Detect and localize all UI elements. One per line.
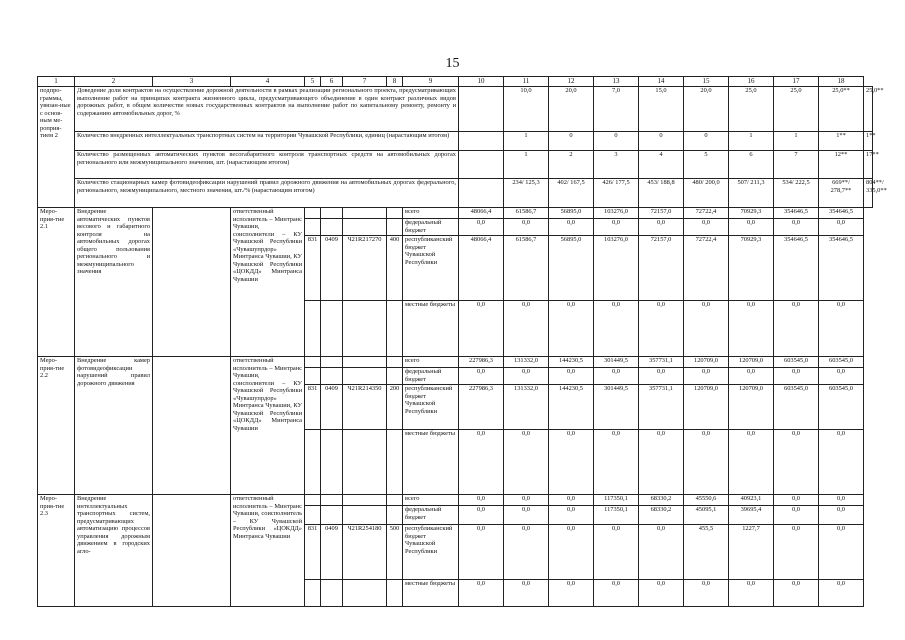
funding-value: 0,0 [774, 368, 819, 385]
indicator-value: 534/ 222,5 [774, 179, 819, 208]
indicator-value: 15,0 [639, 87, 684, 132]
budget-code-empty [387, 506, 403, 525]
measure-name: Внедрение автоматических пунктов весового и габаритного контроля на автомобильных дорогах общего пользования регионального и межмуниципального значения [75, 208, 153, 357]
measure-label: Меро-прия-тие 2.2 [38, 357, 75, 495]
funding-value: 131332,0 [504, 385, 549, 430]
funding-value: 0,0 [684, 301, 729, 357]
indicator-value: 480/ 200,0 [684, 179, 729, 208]
indicator-value: 234/ 125,3 [504, 179, 549, 208]
column-number-header: 1 [38, 77, 75, 87]
indicator-value: 6 [729, 151, 774, 179]
funding-value: 0,0 [594, 580, 639, 607]
funding-value: 45550,6 [684, 495, 729, 506]
indicator-value: 2 [549, 151, 594, 179]
indicator-value: 20,0 [684, 87, 729, 132]
budget-code-empty [321, 580, 343, 607]
funding-value: 70929,3 [729, 208, 774, 219]
funding-value: 0,0 [774, 495, 819, 506]
funding-value: 0,0 [684, 430, 729, 495]
funding-value: 0,0 [639, 525, 684, 580]
budget-code-grbs: 831 [305, 525, 321, 580]
funding-value: 61586,7 [504, 236, 549, 301]
indicator-value: 669**/ 278,7** [819, 179, 864, 208]
budget-code-csr: Ч21R214350 [343, 385, 387, 430]
funding-value: 0,0 [684, 368, 729, 385]
funding-value: 603545,0 [774, 357, 819, 368]
funding-value: 0,0 [549, 506, 594, 525]
indicator-value: 453/ 188,8 [639, 179, 684, 208]
funding-value: 0,0 [549, 430, 594, 495]
column-number-header: 4 [231, 77, 305, 87]
indicator-value: 7,0 [594, 87, 639, 132]
funding-value: 0,0 [459, 219, 504, 236]
indicator-text: Количество стационарных камер фотовидеофиксации нарушений правил дорожного движения на автомобильных дорогах федерального, регионального, межмуниципального, местного значения, шт./% (нарастающим итогом) [75, 179, 459, 208]
indicator-value: 25,0 [774, 87, 819, 132]
indicator-value: 1 [504, 151, 549, 179]
budget-code-empty [387, 208, 403, 219]
funding-value: 0,0 [729, 219, 774, 236]
indicator-value: 4 [639, 151, 684, 179]
column-number-header: 16 [729, 77, 774, 87]
funding-value: 103276,0 [594, 236, 639, 301]
budget-code-empty [387, 357, 403, 368]
measure-executor: ответственный исполнитель – Минтранс Чувашии, соисполнители – КУ Чувашской Республики «Чувашупрдор» Минтранса Чувашии, КУ Чувашской Республики «ЦОКДД» Минтранса Чувашии [231, 208, 305, 357]
funding-value: 56895,0 [549, 208, 594, 219]
funding-value: 0,0 [549, 580, 594, 607]
funding-value: 48066,4 [459, 236, 504, 301]
funding-value: 72722,4 [684, 236, 729, 301]
funding-value: 0,0 [819, 525, 864, 580]
budget-code-empty [305, 580, 321, 607]
funding-value: 354646,5 [819, 236, 864, 301]
funding-value: 0,0 [594, 368, 639, 385]
page-number: 15 [445, 56, 460, 71]
funding-value: 0,0 [819, 506, 864, 525]
budget-code-empty [343, 219, 387, 236]
column-number-header: 10 [459, 77, 504, 87]
funding-value: 56895,0 [549, 236, 594, 301]
indicator-value: 7 [774, 151, 819, 179]
budget-code-vr: 500 [387, 525, 403, 580]
column-number-header: 14 [639, 77, 684, 87]
budget-code-empty [343, 208, 387, 219]
funding-value: 0,0 [774, 301, 819, 357]
column-number-header: 3 [153, 77, 231, 87]
funding-value: 0,0 [594, 525, 639, 580]
funding-value: 0,0 [819, 301, 864, 357]
indicator-text: Доведение доли контрактов на осуществление дорожной деятельности в рамках реализации регионального проекта, предусматривающих выполнение работ на принципах контракта жизненного цикла, предусматривающего объединение в один контракт различных видов дорожных работ, в общем количестве новых государственных контрактов на выполнение работ по капитальному ремонту, ремонту и содержанию автомобильных дорог, % [75, 87, 459, 132]
column-number-header: 15 [684, 77, 729, 87]
measure-executor: ответственный исполнитель – Минтранс Чувашии, соисполнители – КУ Чувашской Республики «Чувашупрдор» Минтранса Чувашии, КУ Чувашской Республики «ЦОКДД» Минтранса Чувашии [231, 357, 305, 495]
indicator-value: 1** [819, 132, 864, 151]
column-number-header: 5 [305, 77, 321, 87]
funding-value: 354646,5 [774, 236, 819, 301]
indicator-value: 0 [639, 132, 684, 151]
funding-value: 0,0 [639, 219, 684, 236]
funding-value: 0,0 [504, 301, 549, 357]
funding-value: 45095,1 [684, 506, 729, 525]
indicator-spacer [459, 151, 504, 179]
funding-source: федеральный бюджет [403, 506, 459, 525]
budget-code-empty [305, 506, 321, 525]
funding-value: 227986,3 [459, 357, 504, 368]
indicator-value: 0 [684, 132, 729, 151]
funding-value: 0,0 [729, 430, 774, 495]
funding-value: 0,0 [549, 525, 594, 580]
measure-col3 [153, 357, 231, 495]
budget-code-empty [387, 430, 403, 495]
budget-code-empty [343, 357, 387, 368]
funding-value: 103276,0 [594, 208, 639, 219]
indicator-value: 10,0 [504, 87, 549, 132]
indicator-value: 426/ 177,5 [594, 179, 639, 208]
funding-value: 0,0 [729, 368, 774, 385]
funding-value: 603545,0 [819, 385, 864, 430]
budget-code-vr: 200 [387, 385, 403, 430]
funding-value: 603545,0 [819, 357, 864, 368]
measure-label: Меро-прия-тие 2.1 [38, 208, 75, 357]
funding-value: 0,0 [639, 430, 684, 495]
funding-source: местные бюджеты [403, 430, 459, 495]
funding-source: местные бюджеты [403, 580, 459, 607]
funding-row [38, 495, 873, 506]
funding-value: 0,0 [819, 219, 864, 236]
indicator-spacer [459, 179, 504, 208]
budget-code-csr: Ч21R217270 [343, 236, 387, 301]
funding-value: 0,0 [774, 506, 819, 525]
indicator-value: 1 [729, 132, 774, 151]
budget-code-empty [321, 208, 343, 219]
budget-code-empty [387, 368, 403, 385]
funding-value: 0,0 [594, 301, 639, 357]
column-number-header: 9 [403, 77, 459, 87]
funding-value: 357731,1 [639, 357, 684, 368]
indicator-spacer [459, 132, 504, 151]
funding-value: 0,0 [639, 368, 684, 385]
column-number-header: 11 [504, 77, 549, 87]
column-number-header: 7 [343, 77, 387, 87]
funding-row [38, 208, 873, 219]
budget-code-empty [387, 219, 403, 236]
budget-code-empty [321, 430, 343, 495]
funding-source: всего [403, 495, 459, 506]
funding-value: 0,0 [459, 368, 504, 385]
funding-value: 0,0 [819, 430, 864, 495]
indicator-value: 1 [774, 132, 819, 151]
funding-source: республиканский бюджет Чувашской Республики [403, 385, 459, 430]
funding-value: 72722,4 [684, 208, 729, 219]
funding-value: 0,0 [504, 580, 549, 607]
funding-value: 0,0 [549, 368, 594, 385]
budget-code-empty [305, 495, 321, 506]
indicator-group-label: подпро-граммы, увязан-ные с основ-ным ме-роприя-тием 2 [38, 87, 75, 208]
program-table [37, 76, 887, 607]
budget-code-grbs: 831 [305, 236, 321, 301]
funding-value: 301449,5 [594, 385, 639, 430]
funding-source: федеральный бюджет [403, 368, 459, 385]
funding-value: 0,0 [504, 525, 549, 580]
funding-value: 0,0 [774, 580, 819, 607]
budget-code-empty [387, 301, 403, 357]
funding-row [38, 357, 873, 368]
budget-code-empty [321, 301, 343, 357]
funding-value: 48066,4 [459, 208, 504, 219]
funding-value: 354646,5 [819, 208, 864, 219]
budget-code-empty [321, 495, 343, 506]
funding-value: 131332,0 [504, 357, 549, 368]
budget-code-empty [343, 495, 387, 506]
indicator-row [38, 179, 873, 208]
indicator-value: 12** [819, 151, 864, 179]
funding-source: всего [403, 208, 459, 219]
column-number-header: 13 [594, 77, 639, 87]
funding-value: 0,0 [684, 219, 729, 236]
budget-code-empty [305, 219, 321, 236]
funding-value: 0,0 [729, 301, 774, 357]
column-number-header: 12 [549, 77, 594, 87]
funding-source: местные бюджеты [403, 301, 459, 357]
funding-value: 0,0 [459, 506, 504, 525]
budget-code-empty [305, 368, 321, 385]
budget-code-empty [305, 301, 321, 357]
funding-value: 0,0 [459, 301, 504, 357]
budget-code-empty [387, 580, 403, 607]
funding-value: 0,0 [819, 580, 864, 607]
budget-code-grbs: 831 [305, 385, 321, 430]
indicator-text: Количество внедренных интеллектуальных транспортных систем на территории Чувашской Республики, единиц (нарастающим итогом) [75, 132, 459, 151]
funding-value: 0,0 [594, 430, 639, 495]
funding-value: 72157,0 [639, 208, 684, 219]
budget-code-empty [305, 357, 321, 368]
budget-code-csr: Ч21R254180 [343, 525, 387, 580]
indicator-row [38, 87, 873, 132]
funding-value: 0,0 [459, 430, 504, 495]
funding-value: 0,0 [774, 430, 819, 495]
indicator-value: 25,0** [819, 87, 864, 132]
funding-value: 603545,0 [774, 385, 819, 430]
funding-value: 301449,5 [594, 357, 639, 368]
indicator-row [38, 151, 873, 179]
funding-value: 0,0 [729, 580, 774, 607]
measure-name: Внедрение интеллектуальных транспортных систем, предусматривающих автоматизацию процессов управления дорожным движением в городских агло- [75, 495, 153, 607]
indicator-value: 25,0** [864, 87, 873, 132]
column-number-header: 18 [819, 77, 864, 87]
budget-code-empty [321, 506, 343, 525]
indicator-value: 507/ 211,3 [729, 179, 774, 208]
funding-value: 120709,0 [684, 357, 729, 368]
funding-value: 0,0 [549, 219, 594, 236]
column-number-row [38, 77, 873, 87]
funding-value: 117350,1 [594, 495, 639, 506]
indicator-value: 5 [684, 151, 729, 179]
column-number-header: 8 [387, 77, 403, 87]
budget-code-empty [321, 368, 343, 385]
measure-col3 [153, 495, 231, 607]
funding-value: 61586,7 [504, 208, 549, 219]
indicator-value: 402/ 167,5 [549, 179, 594, 208]
budget-code-vr: 400 [387, 236, 403, 301]
funding-value: 68330,2 [639, 495, 684, 506]
indicator-value: 17** [864, 151, 873, 179]
indicator-value: 1** [864, 132, 873, 151]
funding-value: 0,0 [819, 495, 864, 506]
funding-value: 120709,0 [729, 357, 774, 368]
funding-value: 0,0 [459, 525, 504, 580]
funding-source: республиканский бюджет Чувашской Республики [403, 525, 459, 580]
funding-value: 0,0 [549, 301, 594, 357]
indicator-value: 804**/ 335,0** [864, 179, 873, 208]
indicator-value: 20,0 [549, 87, 594, 132]
budget-code-empty [343, 580, 387, 607]
funding-source: республиканский бюджет Чувашской Республики [403, 236, 459, 301]
funding-value: 0,0 [639, 580, 684, 607]
funding-value: 0,0 [504, 368, 549, 385]
funding-value: 120709,0 [729, 385, 774, 430]
funding-value: 0,0 [684, 580, 729, 607]
indicator-value: 1 [504, 132, 549, 151]
budget-code-empty [387, 495, 403, 506]
funding-value: 0,0 [504, 506, 549, 525]
measure-name: Внедрение камер фотовидеофиксации нарушений правил дорожного движения [75, 357, 153, 495]
funding-value: 357731,1 [639, 385, 684, 430]
funding-value: 68330,2 [639, 506, 684, 525]
funding-value: 0,0 [549, 495, 594, 506]
measure-col3 [153, 208, 231, 357]
funding-value: 70929,3 [729, 236, 774, 301]
funding-value: 40923,1 [729, 495, 774, 506]
measure-label: Меро-прия-тие 2.3 [38, 495, 75, 607]
budget-code-empty [343, 430, 387, 495]
funding-value: 455,5 [684, 525, 729, 580]
funding-value: 39695,4 [729, 506, 774, 525]
budget-code-empty [321, 219, 343, 236]
funding-value: 0,0 [459, 580, 504, 607]
funding-value: 120709,0 [684, 385, 729, 430]
budget-code-empty [343, 368, 387, 385]
funding-value: 0,0 [504, 495, 549, 506]
measure-executor: ответственный исполнитель – Минтранс Чувашии, соисполнитель – КУ Чувашской Республики «ЦОКДД» Минтранса Чувашии [231, 495, 305, 607]
funding-value: 0,0 [504, 430, 549, 495]
funding-value: 0,0 [504, 219, 549, 236]
funding-value: 0,0 [819, 368, 864, 385]
funding-value: 72157,0 [639, 236, 684, 301]
funding-value: 144230,5 [549, 385, 594, 430]
budget-code-empty [343, 506, 387, 525]
funding-value: 0,0 [639, 301, 684, 357]
budget-code-empty [343, 301, 387, 357]
funding-value: 354646,5 [774, 208, 819, 219]
funding-value: 117350,1 [594, 506, 639, 525]
funding-value: 0,0 [594, 219, 639, 236]
funding-value: 144230,5 [549, 357, 594, 368]
funding-value: 0,0 [774, 525, 819, 580]
column-number-header: 17 [774, 77, 819, 87]
funding-source: федеральный бюджет [403, 219, 459, 236]
budget-code-rzpr: 0409 [321, 236, 343, 301]
column-number-header: 2 [75, 77, 153, 87]
funding-value: 0,0 [774, 219, 819, 236]
funding-value: 0,0 [459, 495, 504, 506]
budget-code-empty [305, 430, 321, 495]
funding-source: всего [403, 357, 459, 368]
funding-value: 227986,3 [459, 385, 504, 430]
indicator-value: 0 [594, 132, 639, 151]
budget-code-empty [321, 357, 343, 368]
budget-code-rzpr: 0409 [321, 385, 343, 430]
budget-code-empty [305, 208, 321, 219]
budget-code-rzpr: 0409 [321, 525, 343, 580]
indicator-text: Количество размещенных автоматических пунктов весогабаритного контроля транспортных средств на автомобильных дорогах регионального или межмуниципального значения, шт. (нарастающим итогом) [75, 151, 459, 179]
indicator-value: 25,0 [729, 87, 774, 132]
indicator-row [38, 132, 873, 151]
indicator-value: 0 [549, 132, 594, 151]
indicator-value: 3 [594, 151, 639, 179]
column-number-header: 6 [321, 77, 343, 87]
funding-value: 1227,7 [729, 525, 774, 580]
indicator-spacer [459, 87, 504, 132]
